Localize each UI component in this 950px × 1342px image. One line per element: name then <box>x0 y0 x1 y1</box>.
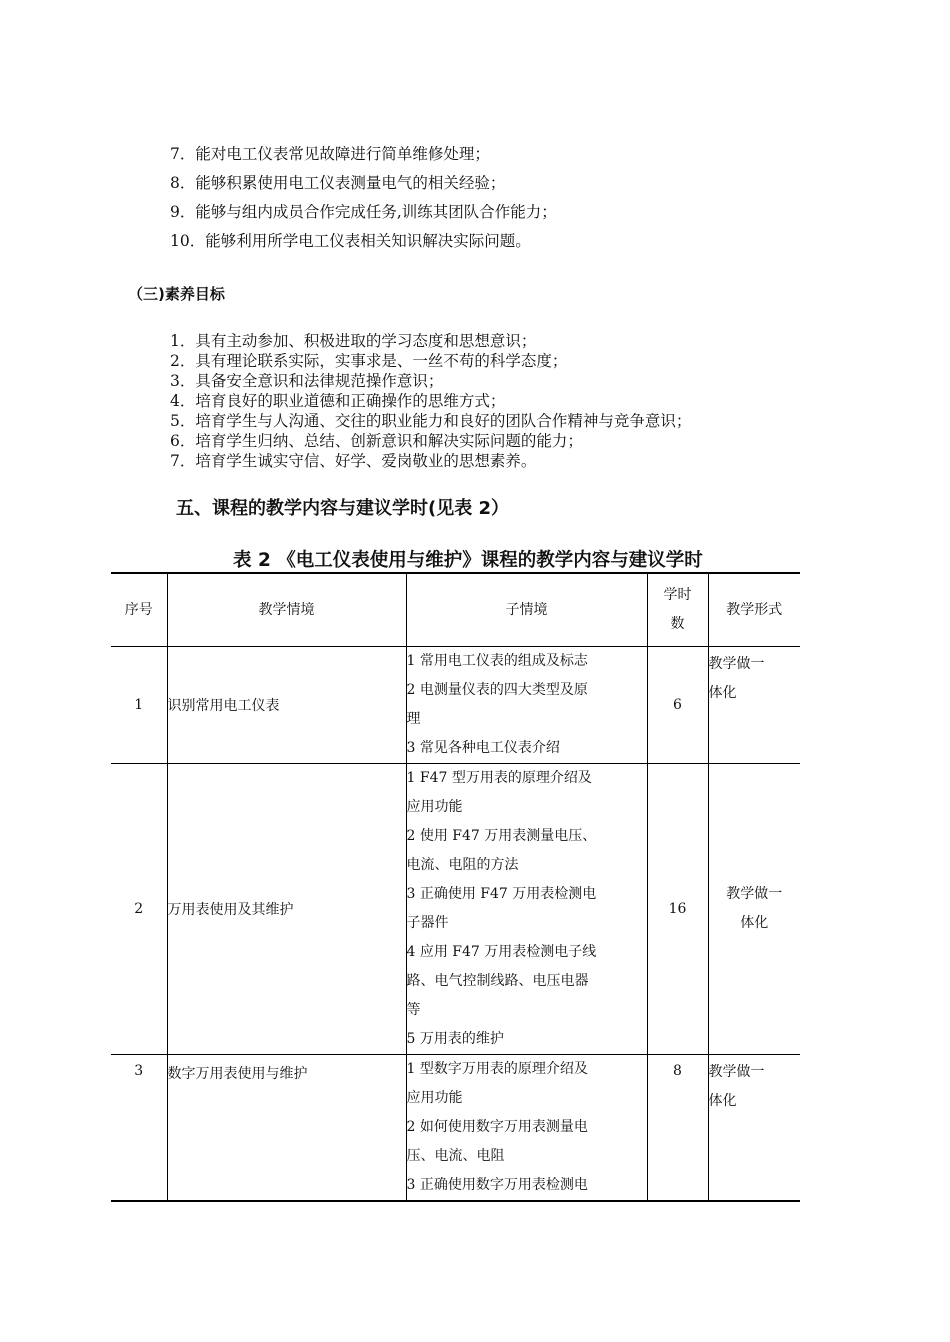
sub-line: 1 F47 型万用表的原理介绍及 <box>406 770 592 786</box>
table-caption: 表 2 《电工仪表使用与维护》课程的教学内容与建议学时 <box>233 550 703 571</box>
table-row <box>111 764 800 1055</box>
course-content-table <box>111 572 800 1202</box>
form-line: 体化 <box>708 685 737 701</box>
sub-line: 4 应用 F47 万用表检测电子线 <box>406 944 597 960</box>
sub-line: 路、电气控制线路、电压电器 <box>406 973 589 989</box>
sub-line: 3 正确使用 F47 万用表检测电 <box>406 886 597 902</box>
cell-sub-scenario <box>406 764 647 1055</box>
table-row <box>111 1055 800 1202</box>
cell-scenario: 识别常用电工仪表 <box>167 647 406 764</box>
table-row <box>111 647 800 764</box>
skills-list <box>170 140 557 256</box>
sub-line: 等 <box>406 1002 421 1018</box>
list-item: 7．能对电工仪表常见故障进行简单维修处理； <box>170 145 490 163</box>
list-item: 10．能够利用所学电工仪表相关知识解决实际问题。 <box>170 232 531 250</box>
cell-sub-scenario <box>406 647 647 764</box>
cell-hours: 8 <box>647 1055 708 1202</box>
sub-line: 5 万用表的维护 <box>406 1031 504 1047</box>
list-item: 4．培育良好的职业道德和正确操作的思维方式； <box>170 392 506 410</box>
cell-index: 3 <box>111 1055 167 1202</box>
sub-line: 应用功能 <box>406 799 463 815</box>
sub-line: 2 使用 F47 万用表测量电压、 <box>406 828 597 844</box>
sub-line: 3 正确使用数字万用表检测电 <box>406 1177 588 1193</box>
cell-form <box>708 1055 800 1202</box>
sub-line: 理 <box>406 711 421 727</box>
cell-form <box>708 764 800 1055</box>
sub-line: 压、电流、电阻 <box>406 1148 505 1164</box>
list-item: 3．具备安全意识和法律规范操作意识； <box>170 372 444 390</box>
header-index: 序号 <box>111 573 167 647</box>
header-hours-line: 学时 <box>663 587 692 603</box>
form-line: 教学做一 <box>708 1064 765 1080</box>
cell-index: 2 <box>111 764 167 1055</box>
sub-line: 1 型数字万用表的原理介绍及 <box>406 1061 588 1077</box>
header-scenario: 教学情境 <box>167 573 406 647</box>
form-line: 体化 <box>740 915 769 931</box>
header-form: 教学形式 <box>708 573 800 647</box>
cell-scenario: 万用表使用及其维护 <box>167 764 406 1055</box>
sub-line: 子器件 <box>406 915 449 931</box>
header-hours <box>647 573 708 647</box>
cell-scenario: 数字万用表使用与维护 <box>167 1055 406 1202</box>
sub-line: 2 如何使用数字万用表测量电 <box>406 1119 588 1135</box>
list-item: 5．培育学生与人沟通、交往的职业能力和良好的团队合作精神与竞争意识； <box>170 412 692 430</box>
cell-hours: 6 <box>647 647 708 764</box>
section-heading: 五、课程的教学内容与建议学时(见表 2） <box>176 498 510 519</box>
header-sub-scenario: 子情境 <box>406 573 647 647</box>
sub-line: 2 电测量仪表的四大类型及原 <box>406 682 588 698</box>
sub-line: 3 常见各种电工仪表介绍 <box>406 740 560 756</box>
table-header-row <box>111 573 800 647</box>
quality-list <box>170 331 691 471</box>
list-item: 9．能够与组内成员合作完成任务,训练其团队合作能力； <box>170 203 557 221</box>
cell-sub-scenario <box>406 1055 647 1202</box>
form-line: 教学做一 <box>708 656 765 672</box>
form-line: 体化 <box>708 1093 737 1109</box>
sub-line: 应用功能 <box>406 1090 463 1106</box>
sub-line: 电流、电阻的方法 <box>406 857 519 873</box>
header-hours-line: 数 <box>670 616 685 632</box>
cell-form <box>708 647 800 764</box>
list-item: 1．具有主动参加、积极进取的学习态度和思想意识； <box>170 332 537 350</box>
list-item: 7．培育学生诚实守信、好学、爱岗敬业的思想素养。 <box>170 452 537 470</box>
list-item: 6．培育学生归纳、总结、创新意识和解决实际问题的能力； <box>170 432 583 450</box>
cell-index: 1 <box>111 647 167 764</box>
quality-heading: （三)素养目标 <box>128 285 225 303</box>
list-item: 2．具有理论联系实际，实事求是、一丝不苟的科学态度； <box>170 352 568 370</box>
cell-hours: 16 <box>647 764 708 1055</box>
list-item: 8．能够积累使用电工仪表测量电气的相关经验； <box>170 174 506 192</box>
sub-line: 1 常用电工仪表的组成及标志 <box>406 653 588 669</box>
form-line: 教学做一 <box>726 886 783 902</box>
